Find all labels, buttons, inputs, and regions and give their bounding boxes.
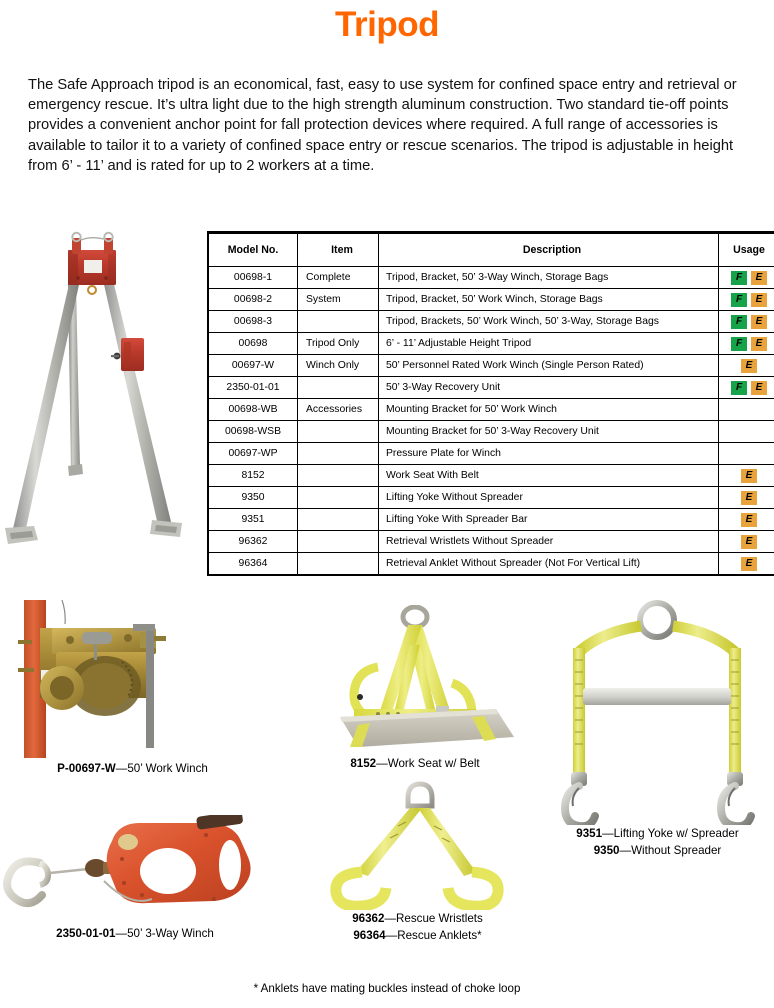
page-title: Tripod bbox=[335, 5, 439, 44]
table-row bbox=[208, 333, 774, 355]
usage-badge-e: E bbox=[741, 491, 757, 505]
lifting-yoke-figure bbox=[545, 600, 770, 859]
work-seat-caption bbox=[300, 755, 530, 772]
cell-usage bbox=[719, 465, 774, 487]
usage-badge-e: E bbox=[741, 469, 757, 483]
rescue-wristlets-figure bbox=[310, 780, 525, 944]
cell-description: Retrieval Anklet Without Spreader (Not For Vertical Lift) bbox=[379, 553, 719, 576]
work-seat-figure bbox=[300, 605, 530, 772]
cell-model-no: 00698 bbox=[208, 333, 298, 355]
table-row bbox=[208, 487, 774, 509]
usage-badge-e: E bbox=[751, 315, 767, 329]
cell-description: Tripod, Bracket, 50’ 3-Way Winch, Storage Bags bbox=[379, 267, 719, 289]
cell-model-no: 00697-WP bbox=[208, 443, 298, 465]
lifting-yoke-caption-1-model: 9351 bbox=[576, 827, 603, 840]
cell-model-no: 00697-W bbox=[208, 355, 298, 377]
anklets-caption-2-model: 96364 bbox=[353, 929, 386, 942]
cell-description: Tripod, Bracket, 50’ Work Winch, Storage Bags bbox=[379, 289, 719, 311]
lifting-yoke-photo bbox=[545, 600, 770, 825]
usage-badge-f: F bbox=[731, 271, 747, 285]
cell-model-no: 00698-3 bbox=[208, 311, 298, 333]
cell-description: Tripod, Brackets, 50’ Work Winch, 50’ 3-Way, Storage Bags bbox=[379, 311, 719, 333]
rescue-wristlets-photo bbox=[310, 780, 525, 910]
lifting-yoke-caption-2-text: —Without Spreader bbox=[619, 844, 722, 857]
wristlets-caption-1-text: —Rescue Wristlets bbox=[384, 912, 483, 925]
three-way-winch-caption-model: 2350-01-01 bbox=[56, 927, 116, 940]
cell-model-no: 00698-WSB bbox=[208, 421, 298, 443]
cell-item: System bbox=[298, 289, 379, 311]
table-header-row bbox=[208, 233, 774, 267]
work-seat-photo bbox=[300, 605, 530, 755]
usage-badge-e: E bbox=[751, 337, 767, 351]
usage-badge-e: E bbox=[741, 535, 757, 549]
cell-description: 50’ 3-Way Recovery Unit bbox=[379, 377, 719, 399]
cell-usage bbox=[719, 487, 774, 509]
three-way-winch-figure bbox=[0, 815, 270, 942]
usage-badge-e: E bbox=[741, 359, 757, 373]
cell-usage bbox=[719, 355, 774, 377]
anklets-caption-2-text: —Rescue Anklets* bbox=[385, 929, 482, 942]
cell-item: Tripod Only bbox=[298, 333, 379, 355]
cell-model-no: 96364 bbox=[208, 553, 298, 576]
usage-badge-e: E bbox=[751, 381, 767, 395]
lifting-yoke-caption-1 bbox=[545, 825, 770, 842]
usage-badge-e: E bbox=[751, 293, 767, 307]
three-way-winch-caption-text: —50’ 3-Way Winch bbox=[115, 927, 214, 940]
cell-item bbox=[298, 531, 379, 553]
cell-usage bbox=[719, 267, 774, 289]
cell-usage bbox=[719, 399, 774, 421]
usage-badge-e: E bbox=[741, 513, 757, 527]
anklets-caption-2 bbox=[310, 927, 525, 944]
cell-item bbox=[298, 311, 379, 333]
cell-description: Work Seat With Belt bbox=[379, 465, 719, 487]
table-row bbox=[208, 553, 774, 576]
cell-item: Complete bbox=[298, 267, 379, 289]
three-way-winch-photo bbox=[0, 815, 270, 925]
cell-usage bbox=[719, 421, 774, 443]
column-header-item: Item bbox=[298, 233, 379, 267]
table-row bbox=[208, 399, 774, 421]
work-winch-figure bbox=[10, 600, 255, 777]
table-row bbox=[208, 465, 774, 487]
lifting-yoke-caption-1-text: —Lifting Yoke w/ Spreader bbox=[602, 827, 739, 840]
cell-description: 50’ Personnel Rated Work Winch (Single Person Rated) bbox=[379, 355, 719, 377]
cell-model-no: 9350 bbox=[208, 487, 298, 509]
cell-description: Lifting Yoke Without Spreader bbox=[379, 487, 719, 509]
cell-item bbox=[298, 553, 379, 576]
table-row bbox=[208, 421, 774, 443]
cell-model-no: 00698-2 bbox=[208, 289, 298, 311]
three-way-winch-caption bbox=[0, 925, 270, 942]
cell-usage bbox=[719, 443, 774, 465]
table-row bbox=[208, 443, 774, 465]
usage-badge-f: F bbox=[731, 337, 747, 351]
cell-usage bbox=[719, 333, 774, 355]
cell-model-no: 00698-WB bbox=[208, 399, 298, 421]
cell-model-no: 8152 bbox=[208, 465, 298, 487]
table-row bbox=[208, 267, 774, 289]
cell-usage bbox=[719, 509, 774, 531]
usage-badge-f: F bbox=[731, 315, 747, 329]
work-seat-caption-model: 8152 bbox=[350, 757, 377, 770]
cell-item bbox=[298, 487, 379, 509]
cell-description: Mounting Bracket for 50’ Work Winch bbox=[379, 399, 719, 421]
wristlets-caption-1 bbox=[310, 910, 525, 927]
usage-badge-e: E bbox=[741, 557, 757, 571]
tripod-photo bbox=[0, 228, 200, 558]
wristlets-caption-1-model: 96362 bbox=[352, 912, 385, 925]
usage-badge-f: F bbox=[731, 381, 747, 395]
cell-item bbox=[298, 377, 379, 399]
lifting-yoke-caption-2 bbox=[545, 842, 770, 859]
table-row bbox=[208, 509, 774, 531]
cell-item bbox=[298, 465, 379, 487]
cell-description: 6’ - 11’ Adjustable Height Tripod bbox=[379, 333, 719, 355]
cell-description: Retrieval Wristlets Without Spreader bbox=[379, 531, 719, 553]
intro-paragraph: The Safe Approach tripod is an economical, fast, easy to use system for confined space entry and retrieval or emergency rescue. It’s ultra light due to the high strength aluminum construction. Two standard tie-off points provides a convenient anchor point for fall protection devices where required. A full range of accessories is available to tailor it to a variety of confined space entry or rescue scenarios. The tripod is adjustable in height from 6’ - 11’ and is rated for up to 2 workers at a time. bbox=[28, 77, 737, 174]
table-row bbox=[208, 289, 774, 311]
specification-table bbox=[207, 231, 763, 576]
table-row bbox=[208, 377, 774, 399]
cell-model-no: 96362 bbox=[208, 531, 298, 553]
work-winch-photo bbox=[10, 600, 255, 760]
footnote: * Anklets have mating buckles instead of choke loop bbox=[253, 982, 521, 995]
work-winch-caption-text: —50’ Work Winch bbox=[115, 762, 208, 775]
cell-item bbox=[298, 509, 379, 531]
table-row bbox=[208, 355, 774, 377]
cell-description: Mounting Bracket for 50’ 3-Way Recovery Unit bbox=[379, 421, 719, 443]
cell-item: Winch Only bbox=[298, 355, 379, 377]
work-winch-caption-model: P-00697-W bbox=[57, 762, 116, 775]
cell-item: Accessories bbox=[298, 399, 379, 421]
lifting-yoke-caption-2-model: 9350 bbox=[593, 844, 620, 857]
cell-description: Pressure Plate for Winch bbox=[379, 443, 719, 465]
cell-item bbox=[298, 421, 379, 443]
cell-model-no: 00698-1 bbox=[208, 267, 298, 289]
cell-model-no: 2350-01-01 bbox=[208, 377, 298, 399]
cell-usage bbox=[719, 531, 774, 553]
cell-description: Lifting Yoke With Spreader Bar bbox=[379, 509, 719, 531]
work-seat-caption-text: —Work Seat w/ Belt bbox=[376, 757, 480, 770]
table-row bbox=[208, 531, 774, 553]
column-header-usage: Usage bbox=[719, 233, 774, 267]
usage-badge-e: E bbox=[751, 271, 767, 285]
cell-usage bbox=[719, 553, 774, 576]
table-row bbox=[208, 311, 774, 333]
usage-badge-f: F bbox=[731, 293, 747, 307]
column-header-model: Model No. bbox=[208, 233, 298, 267]
column-header-description: Description bbox=[379, 233, 719, 267]
cell-usage bbox=[719, 311, 774, 333]
work-winch-caption bbox=[10, 760, 255, 777]
cell-usage bbox=[719, 289, 774, 311]
cell-model-no: 9351 bbox=[208, 509, 298, 531]
cell-item bbox=[298, 443, 379, 465]
cell-usage bbox=[719, 377, 774, 399]
